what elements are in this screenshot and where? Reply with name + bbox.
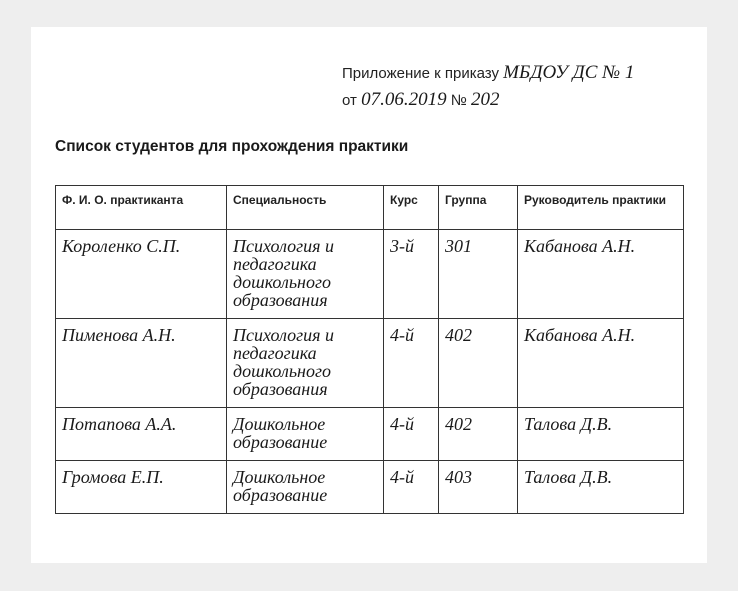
order-line xyxy=(342,60,702,87)
table-row xyxy=(56,230,684,319)
col-header-specialty: Специальность xyxy=(227,186,384,230)
cell-course: 4-й xyxy=(384,319,439,408)
cell-course: 4-й xyxy=(384,408,439,461)
cell-group: 403 xyxy=(439,461,518,514)
cell-specialty: Дошкольное образование xyxy=(227,461,384,514)
date-prefix: от xyxy=(342,92,357,109)
date-line xyxy=(342,87,702,114)
cell-group: 402 xyxy=(439,319,518,408)
cell-name: Потапова А.А. xyxy=(56,408,227,461)
col-header-name: Ф. И. О. практиканта xyxy=(56,186,227,230)
cell-specialty: Психология и педагогика дошкольного образования xyxy=(227,230,384,319)
students-table xyxy=(55,185,684,514)
page-title: Список студентов для прохождения практики xyxy=(55,138,409,155)
cell-supervisor: Талова Д.В. xyxy=(518,408,684,461)
table-row xyxy=(56,408,684,461)
cell-name: Короленко С.П. xyxy=(56,230,227,319)
institution-name: МБДОУ ДС № 1 xyxy=(503,62,635,83)
cell-supervisor: Кабанова А.Н. xyxy=(518,319,684,408)
cell-supervisor: Талова Д.В. xyxy=(518,461,684,514)
cell-group: 402 xyxy=(439,408,518,461)
cell-name: Громова Е.П. xyxy=(56,461,227,514)
cell-specialty: Психология и педагогика дошкольного образования xyxy=(227,319,384,408)
order-reference xyxy=(342,60,702,114)
order-number: 202 xyxy=(471,89,500,110)
cell-group: 301 xyxy=(439,230,518,319)
col-header-group: Группа xyxy=(439,186,518,230)
table-header-row xyxy=(56,186,684,230)
col-header-supervisor: Руководитель практики xyxy=(518,186,684,230)
document-page xyxy=(31,27,707,563)
cell-course: 4-й xyxy=(384,461,439,514)
cell-name: Пименова А.Н. xyxy=(56,319,227,408)
cell-specialty: Дошкольное образование xyxy=(227,408,384,461)
col-header-course: Курс xyxy=(384,186,439,230)
table-row xyxy=(56,319,684,408)
order-prefix: Приложение к приказу xyxy=(342,65,499,82)
table-row xyxy=(56,461,684,514)
cell-supervisor: Кабанова А.Н. xyxy=(518,230,684,319)
number-sign: № xyxy=(450,92,467,109)
cell-course: 3-й xyxy=(384,230,439,319)
order-date: 07.06.2019 xyxy=(361,89,447,110)
